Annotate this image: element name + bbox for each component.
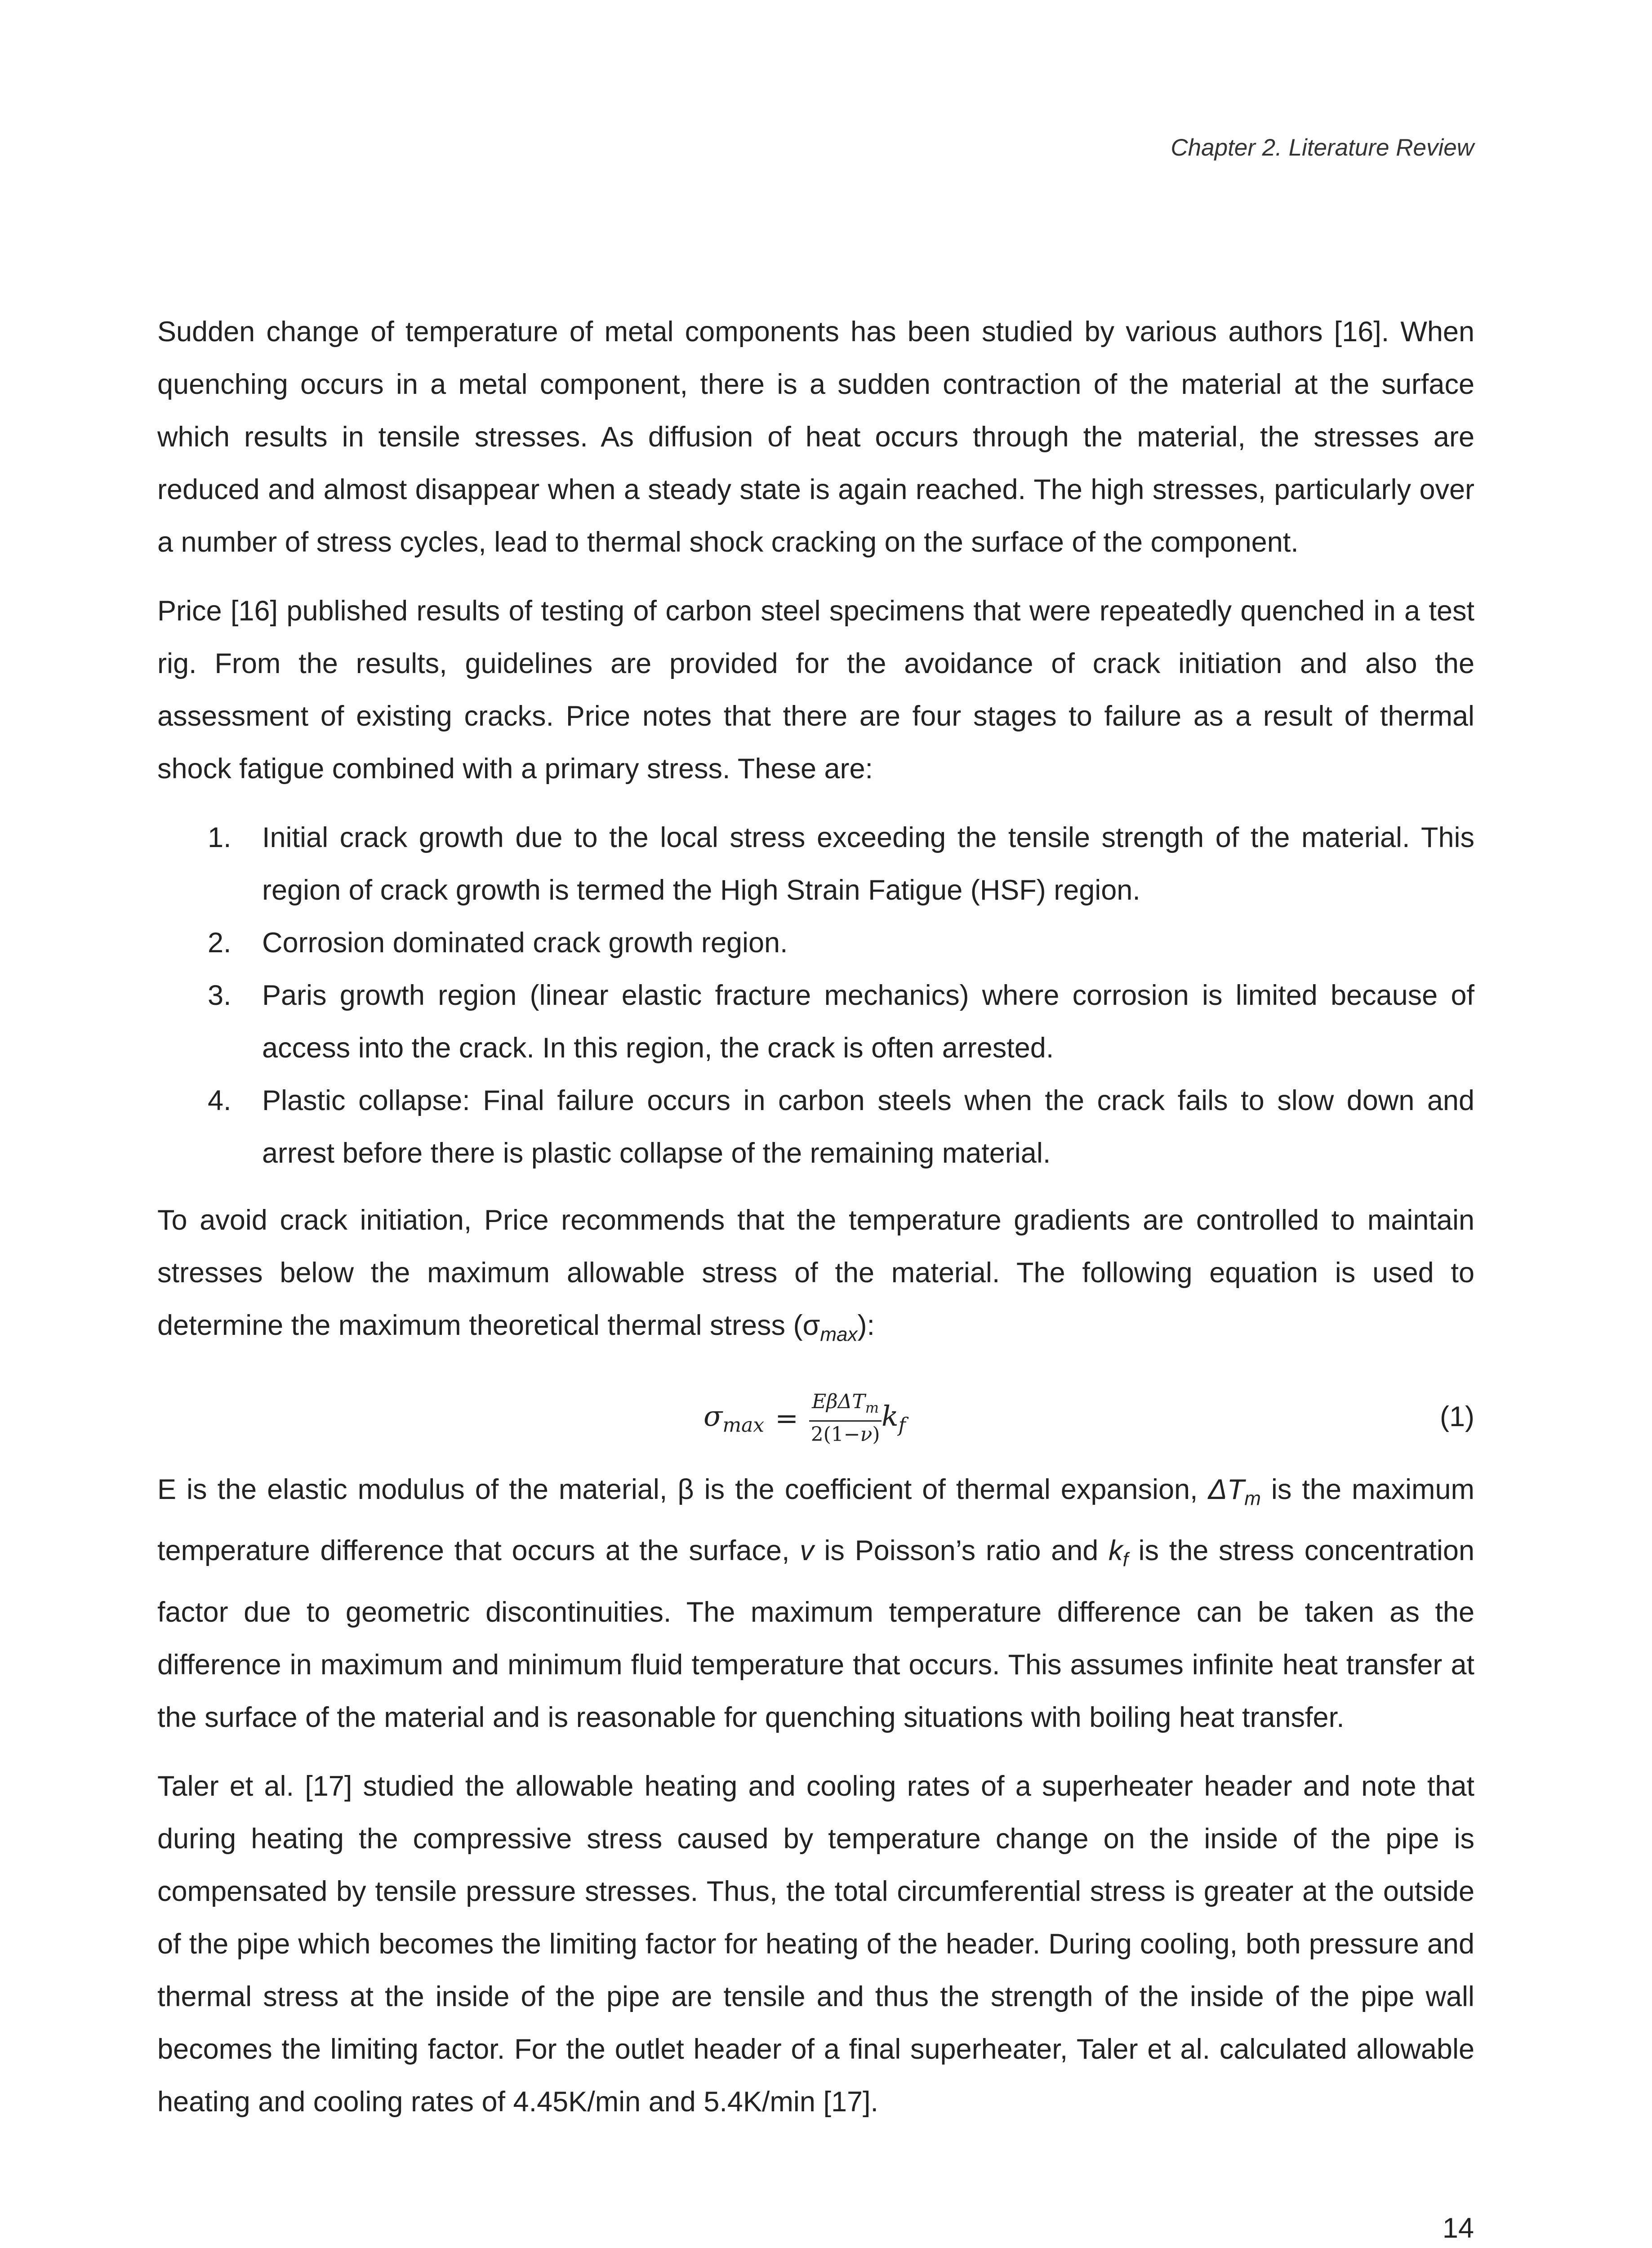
eq-denominator: [811, 1422, 880, 1446]
eq-denominator-var: ν: [860, 1423, 873, 1446]
paragraph-variable-definitions: [157, 1463, 1474, 1744]
eq-sigma: σ: [704, 1400, 723, 1433]
equation-block: [157, 1377, 1474, 1458]
failure-stages-list: [157, 812, 1474, 1180]
eq-denominator-open: 2(1−: [810, 1423, 860, 1446]
paragraph-thermal-shock-intro: Sudden change of temperature of metal components has been studied by various authors [16]. When quenching occurs in a metal component, there is a sudden contraction of the material at the surface which results in tensile stresses. As diffusion of heat occurs through the material, the stresses are reduced and almost disappear when a steady state is again reached. The high stresses, particularly over a number of stress cycles, lead to thermal shock cracking on the surface of the component.: [157, 316, 1474, 558]
eq-factor: [882, 1400, 906, 1436]
paragraph-text-end: ):: [857, 1310, 875, 1341]
list-item-text: Initial crack growth due to the local stress exceeding the tensile strength of the material. This region of crack growth is termed the High Strain Fatigue (HSF) region.: [262, 822, 1474, 906]
poisson-symbol: v: [800, 1535, 814, 1567]
delta-t-subscript: m: [1244, 1487, 1261, 1510]
list-item: [157, 969, 1474, 1075]
eq-numerator-text: EβΔT: [812, 1390, 865, 1413]
list-item-number: 1.: [208, 822, 232, 853]
paragraph-crack-avoidance: [157, 1194, 1474, 1361]
eq-numerator: [809, 1391, 882, 1422]
list-item-number: 3.: [208, 980, 232, 1011]
page-body: [157, 306, 1474, 2145]
list-item: [157, 1075, 1474, 1180]
paragraph-text: E is the elastic modulus of the material, β is the coefficient of thermal expansion,: [157, 1473, 1208, 1505]
eq-factor-k: k: [882, 1400, 899, 1433]
delta-t-symbol: ΔT: [1208, 1473, 1245, 1505]
list-item-text: Plastic collapse: Final failure occurs in carbon steels when the crack fails to slow down and arrest before there is plastic collapse of the remaining material.: [262, 1085, 1474, 1169]
paragraph-text: is the maximum temperature difference that occurs at the surface,: [157, 1473, 1474, 1567]
sigma-max-subscript: max: [820, 1323, 858, 1346]
kf-subscript: f: [1122, 1548, 1128, 1571]
paragraph-text: is the stress concentration factor due to geometric discontinuities. The maximum temperature difference can be taken as the difference in maximum and minimum fluid temperature that occurs. This assumes infinite heat transfer at the surface of the material and is reasonable for quenching situations with boiling heat transfer.: [157, 1535, 1474, 1733]
list-item: [157, 917, 1474, 969]
kf-symbol: k: [1109, 1535, 1123, 1567]
paragraph-text: is Poisson’s ratio and: [814, 1535, 1109, 1567]
eq-denominator-close: ): [872, 1423, 880, 1446]
eq-equals-sign: =: [775, 1401, 799, 1435]
eq-numerator-subscript: m: [865, 1399, 879, 1416]
running-header: Chapter 2. Literature Review: [1171, 134, 1474, 161]
paragraph-taler-study: Taler et al. [17] studied the allowable heating and cooling rates of a superheater header and note that during heating the compressive stress caused by temperature change on the inside of the pipe is compensated by tensile pressure stresses. Thus, the total circumferential stress is greater at the outside of the pipe which becomes the limiting factor for heating of the header. During cooling, both pressure and thermal stress at the inside of the pipe are tensile and thus the strength of the inside of the pipe wall becomes the limiting factor. For the outlet header of a final superheater, Taler et al. calculated allowable heating and cooling rates of 4.45K/min and 5.4K/min [17].: [157, 1770, 1474, 2118]
eq-lhs-subscript: max: [722, 1414, 765, 1437]
list-item-text: Paris growth region (linear elastic fracture mechanics) where corrosion is limited because of access into the crack. In this region, the crack is often arrested.: [262, 980, 1474, 1064]
list-item: [157, 812, 1474, 917]
thermal-stress-equation: [704, 1391, 906, 1446]
list-item-number: 4.: [208, 1085, 232, 1116]
list-item-text: Corrosion dominated crack growth region.: [262, 927, 788, 959]
eq-factor-subscript: f: [898, 1414, 906, 1437]
eq-lhs: [704, 1400, 764, 1436]
paragraph-price-study: Price [16] published results of testing of carbon steel specimens that were repeatedly quenched in a test rig. From the results, guidelines are provided for the avoidance of crack initiation and also the assessment of existing cracks. Price notes that there are four stages to failure as a result of thermal shock fatigue combined with a primary stress. These are:: [157, 595, 1474, 785]
page-number: 14: [1442, 2212, 1474, 2244]
equation-number: (1): [1440, 1401, 1474, 1432]
paragraph-text: To avoid crack initiation, Price recommends that the temperature gradients are controlled to maintain stresses below the maximum allowable stress of the material. The following equation is used to determine the maximum theoretical thermal stress (σ: [157, 1204, 1474, 1341]
list-item-number: 2.: [208, 927, 232, 959]
eq-fraction: [809, 1391, 882, 1446]
